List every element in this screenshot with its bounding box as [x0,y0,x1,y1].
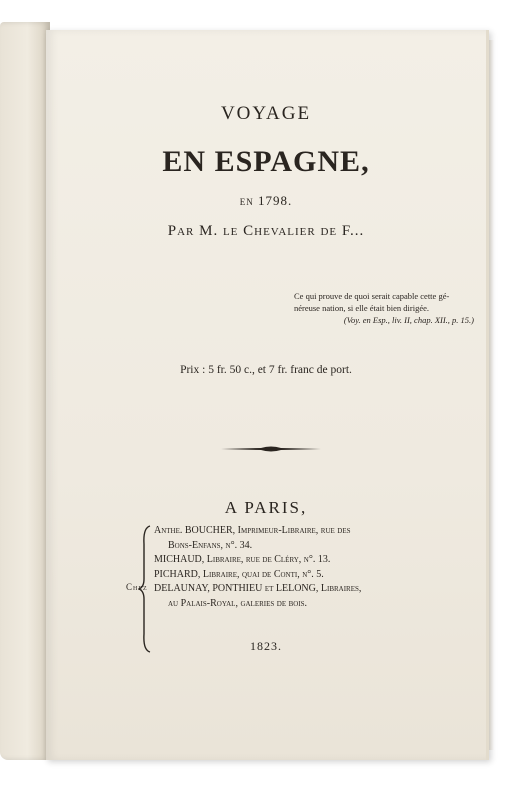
imprint-year: 1823. [250,639,282,653]
epigraph [294,290,474,326]
publisher-line: DELAUNAY, PONTHIEU et LELONG, Libraires, [154,583,362,594]
author-line: Par M. le Chevalier de F... [167,223,365,239]
title-date: en 1798. [239,193,293,208]
ornament-rule-icon [221,444,321,454]
publisher-line: au Palais-Royal, galeries de bois. [168,597,308,609]
title-line-1: VOYAGE [220,103,312,124]
title-page [46,30,489,760]
publisher-line: MICHAUD, Libraire, rue de Cléry, n°. 13. [154,554,331,565]
epigraph-reference: (Voy. en Esp., liv. II, chap. XII., p. 15.) [343,315,474,325]
price-line: Prix : 5 fr. 50 c., et 7 fr. franc de port. [180,364,352,376]
title-line-2: EN ESPAGNE, [162,145,370,178]
epigraph-line-2: néreuse nation, si elle était bien dirigée. [294,303,430,313]
publisher-list [154,524,444,611]
imprint-city: A PARIS, [224,498,308,517]
publisher-line: Anthe. BOUCHER, Imprimeur-Libraire, rue des [154,525,351,536]
left-page-edge [0,22,50,760]
publisher-line: PICHARD, Libraire, quai de Conti, n°. 5. [154,568,324,580]
curly-brace-icon [138,524,152,654]
publisher-line: Bons-Enfans, n°. 34. [168,539,253,551]
epigraph-line-1: Ce qui prouve de quoi serait capable cette gé- [294,291,450,301]
imprint-chez: Chez [126,582,148,592]
